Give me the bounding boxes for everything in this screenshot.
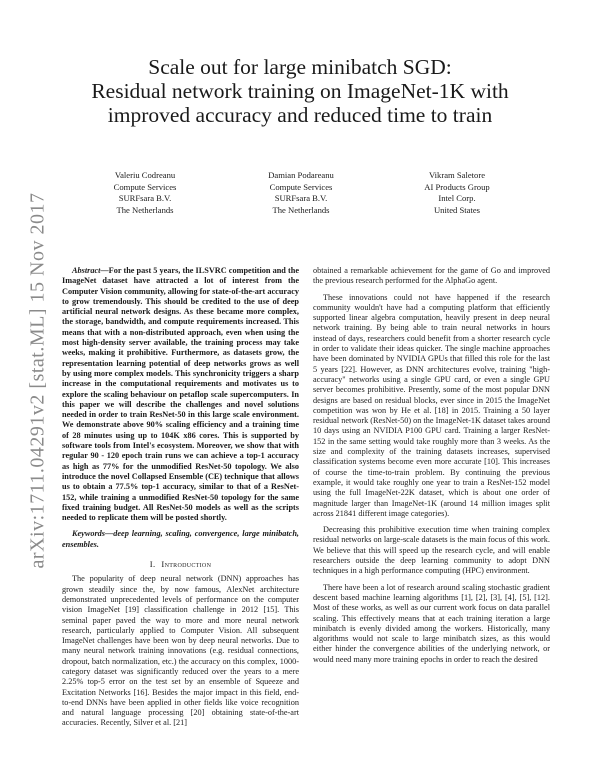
author-dept: Compute Services — [269, 181, 333, 192]
abstract — [62, 266, 299, 523]
keywords-text: —deep learning, scaling, convergence, large minibatch, ensembles. — [62, 529, 299, 549]
author-block — [70, 170, 532, 216]
body-paragraph: Decreasing this prohibitive execution time when training complex residual networks on large-scale datasets is the main focus of this work. We believe that this will speed up the research cycle, and will enable researchers outside the deep learning community to adopt DNN techniques in a high performance computing (HPC) environment. — [313, 525, 550, 576]
author-country: The Netherlands — [116, 204, 174, 215]
author-dept: Compute Services — [113, 181, 177, 192]
right-column — [313, 266, 550, 671]
left-column — [62, 266, 299, 735]
author-1 — [70, 170, 220, 216]
author-org: SURFsara B.V. — [274, 193, 328, 204]
body-paragraph: These innovations could not have happened if the research community wouldn't have had a computing platform that efficiently supported linear algebra computation, heavily present in deep neural network training. By being able to train neural networks in hours instead of days, researchers could benefit from a shorter research cycle in order to validate their ideas quicker. The single machine approaches have been dominated by NVIDIA GPUs that filled this role for the last 5 years [22]. However, as DNN architectures evolve, training "high-accuracy" networks using a single GPU card, or even a single GPU server becomes prohibitive. Presently, some of the most popular DNN designs are based on residual blocks, ever since in 2015 the ImageNet competition was won by He et al. [18] in 2015. Training a 50 layer residual network (ResNet-50) on the ImageNet-1K dataset takes around 10 days using an NVIDIA P100 GPU card. Training a larger ResNet-152 in the same setting would take roughly more than 3 weeks. As the size and complexity of the training datasets increases, supervised classification systems become even more accurate [10]. This increases of course the time-to-train problem. By continuing the previous example, it would take roughly one year to train a ResNet-152 model using the full ImageNet-22K dataset, which is about one order of magnitude larger than ImageNet-1K (around 14 million images split across 21841 different image categories). — [313, 292, 550, 518]
section-title: Introduction — [161, 559, 212, 570]
keywords-label: Keywords — [72, 529, 105, 539]
body-paragraph: There have been a lot of research around scaling stochastic gradient descent based machine learning algorithms [1], [2], [3], [4], [5], [12]. Most of these works, as well as our current work focus on data parallel scaling. This effectively means that at each training iteration a large minibatch is evenly divided among the workers. Historically, many algorithms would not scale to large minibatch sizes, as this would either hinder the convergence abilities of the underlying network, or would need many more training epochs in order to reach the desired — [313, 582, 550, 664]
author-name: Damian Podareanu — [268, 170, 334, 180]
author-dept: AI Products Group — [424, 181, 490, 192]
author-country: United States — [433, 204, 481, 215]
author-name: Valeriu Codreanu — [114, 170, 176, 180]
body-paragraph: obtained a remarkable achievement for the game of Go and improved the previous research performed for the AlphaGo agent. — [313, 266, 550, 286]
paper-title — [70, 55, 530, 127]
author-org: SURFsara B.V. — [118, 193, 172, 204]
section-heading — [62, 559, 299, 569]
section-number: I. — [149, 559, 156, 570]
intro-paragraph: The popularity of deep neural network (DNN) approaches has grown steadily since the, by now famous, AlexNet architecture demonstrated unprecedented levels of performance on the computer vision ImageNet [19] classification challenge in 2012 [15]. This seminal paper paved the way to more and more neural network research, particularly applied to Computer Vision. All subsequent ImageNet challenges have been won by deep neural networks. Due to many neural network training innovations (e.g. residual connections, dropout, batch normalization, etc.) the accuracy on this complex, 1000-category dataset was significantly reduced over the years to a mere 2.25% top-5 error on the test set by an ensemble of Squeeze and Excitation Networks [16]. Besides the major impact in this field, end-to-end DNNs have been applied in other fields like voice recognition and natural language processing [20] obtaining state-of-the-art accuracies. Recently, Silver et al. [21] — [62, 574, 299, 728]
title-line: Scale out for large minibatch SGD: — [148, 55, 452, 79]
abstract-label: Abstract — [72, 266, 101, 275]
title-line: improved accuracy and reduced time to train — [107, 103, 493, 127]
author-country: The Netherlands — [272, 204, 330, 215]
author-3 — [382, 170, 532, 216]
arxiv-sidebar-stamp — [8, 192, 68, 568]
author-org: Intel Corp. — [438, 193, 476, 204]
author-2 — [226, 170, 376, 216]
abstract-text: —For the past 5 years, the ILSVRC competition and the ImageNet dataset have attracted a lot of interest from the Computer Vision community, allowing for state-of-the-art accuracy to grow tremendously. This should be credited to the use of deep artificial neural network designs. As these became more complex, the storage, bandwidth, and compute requirements increased. This means that with a non-distributed approach, even when using the most high-density server available, the training process may take weeks, making it prohibitive. Furthermore, as datasets grow, the representation learning potential of deep networks grows as well by using more complex models. This synchronicity triggers a sharp increase in the computational requirements and motivates us to explore the scaling behaviour on petaflop scale supercomputers. In this paper we will describe the challenges and novel solutions needed in order to train ResNet-50 in this large scale environment. We demonstrate above 90% scaling efficiency and a training time of 28 minutes using up to 104K x86 cores. This is supported by software tools from Intel's ecosystem. Moreover, we show that with regular 90 - 120 epoch train runs we can achieve a top-1 accuracy as high as 77% for the unmodified ResNet-50 topology. We also introduce the novel Collapsed Ensemble (CE) technique that allows us to obtain a 77.5% top-1 accuracy, similar to that of a ResNet-152, while training a unmodified ResNet-50 topology for the same fixed training budget. All ResNet-50 models as well as the scripts needed to replicate them will be posted shortly. — [62, 266, 299, 523]
author-name: Vikram Saletore — [428, 170, 486, 180]
keywords — [62, 529, 299, 550]
title-line: Residual network training on ImageNet-1K with — [91, 79, 509, 103]
arxiv-identifier: arXiv:1711.04291v2 [stat.ML] 15 Nov 2017 — [26, 192, 49, 568]
